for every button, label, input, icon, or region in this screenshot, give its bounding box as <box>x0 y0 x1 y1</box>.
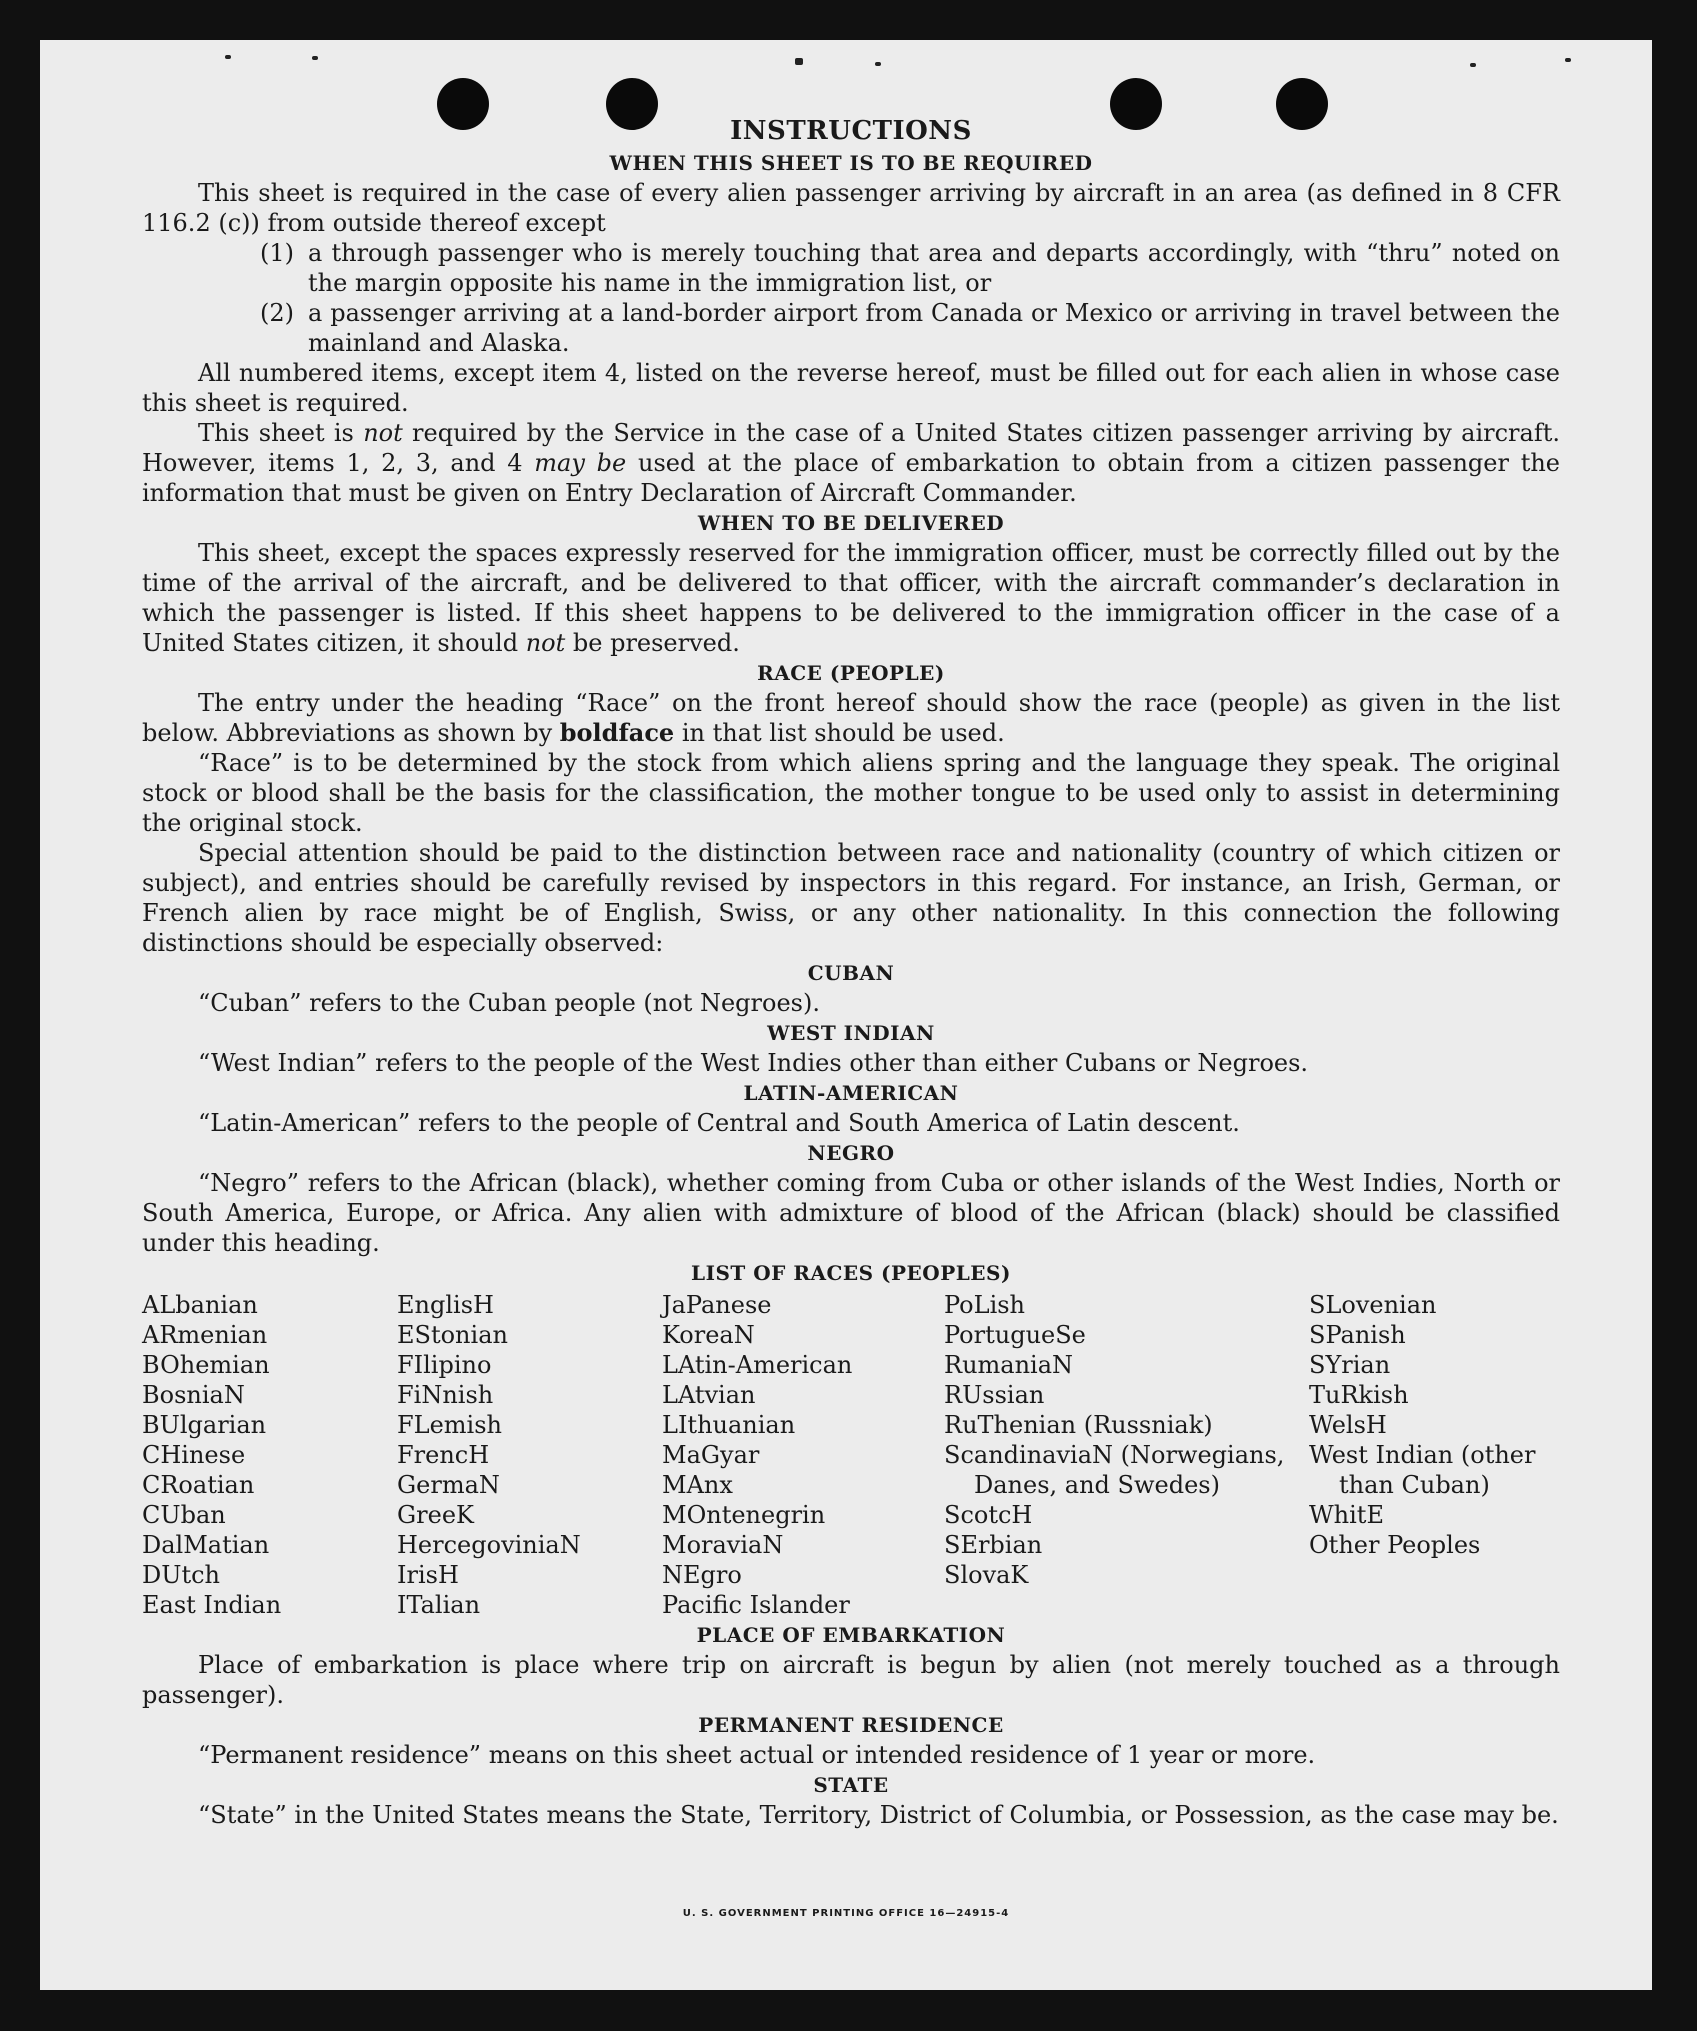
paragraph: “State” in the United States means the State, Territory, District of Columbia, or Possession, as the case may be. <box>198 1801 1559 1829</box>
bold-text: boldface <box>559 718 675 747</box>
speck <box>795 58 803 65</box>
race-entry: MAnx <box>662 1471 733 1499</box>
italic-text: not <box>525 629 566 657</box>
paragraph: “Latin-American” refers to the people of Central and South America of Latin descent. <box>198 1109 1240 1137</box>
race-entry: ALbanian <box>142 1291 258 1319</box>
paragraph <box>142 688 1560 748</box>
text-run: required by the Service in the case of a United States citizen passenger arriving by aircraft. However, items 1, 2, 3, and 4 <box>142 419 1560 477</box>
race-entry: GermaN <box>397 1471 500 1499</box>
race-entry: EnglisH <box>397 1291 494 1319</box>
race-entry: CRoatian <box>142 1471 255 1499</box>
race-entry: MaGyar <box>662 1441 760 1469</box>
race-entry: MOntenegrin <box>662 1501 826 1529</box>
race-entry: Other Peoples <box>1309 1531 1481 1559</box>
paragraph: “Cuban” refers to the Cuban people (not Negroes). <box>198 989 820 1017</box>
race-entry: ScotcH <box>944 1501 1033 1529</box>
paragraph: This sheet is required in the case of every alien passenger arriving by aircraft in an area (as defined in 8 CFR 116.2 (c)) from outside thereof except <box>142 179 1560 237</box>
section-heading: NEGRO <box>807 1141 895 1165</box>
italic-text: may be <box>534 449 627 477</box>
race-entry: ITalian <box>397 1591 481 1619</box>
race-entry: FLemish <box>397 1411 502 1439</box>
race-entry: TuRkish <box>1309 1381 1409 1409</box>
race-entry: RumaniaN <box>944 1351 1074 1379</box>
race-entry: FiNnish <box>397 1381 494 1409</box>
section-heading: WEST INDIAN <box>767 1021 935 1045</box>
section-heading: LATIN-AMERICAN <box>743 1081 959 1105</box>
text-run: used at the place of embarkation to obtain from a citizen passenger the information that must be given on Entry Declaration of Aircraft Commander. <box>142 449 1561 507</box>
section-heading: RACE (PEOPLE) <box>757 661 945 685</box>
race-entry: ScandinaviaN (Norwegians, Danes, and Swedes) <box>944 1441 1285 1499</box>
italic-text: not <box>363 419 403 447</box>
numbered-item <box>142 238 1560 298</box>
paragraph <box>142 538 1560 658</box>
race-entry: West Indian (other than Cuban) <box>1309 1441 1536 1499</box>
race-entry: PortugueSe <box>944 1321 1086 1349</box>
item-number: (2) <box>260 299 294 327</box>
race-column <box>1309 1290 1560 1620</box>
section-heading: LIST OF RACES (PEOPLES) <box>691 1261 1011 1285</box>
race-entry: RUssian <box>944 1381 1045 1409</box>
race-entry: RuThenian (Russniak) <box>944 1411 1213 1439</box>
paragraph: Place of embarkation is place where trip on aircraft is begun by alien (not merely touched as a through passenger). <box>142 1651 1560 1709</box>
paragraph: “Negro” refers to the African (black), whether coming from Cuba or other islands of the West Indies, North or South America, Europe, or Africa. Any alien with admixture of blood of the African (black) should be classified under this heading. <box>142 1169 1560 1257</box>
race-entry: BosniaN <box>142 1381 245 1409</box>
speck <box>1470 63 1476 67</box>
race-entry: GreeK <box>397 1501 474 1529</box>
race-entry: LIthuanian <box>662 1411 796 1439</box>
paragraph: “West Indian” refers to the people of the West Indies other than either Cubans or Negroes. <box>198 1049 1309 1077</box>
race-entry: BUlgarian <box>142 1411 267 1439</box>
paragraph: Special attention should be paid to the distinction between race and nationality (country of which citizen or subject), and entries should be carefully revised by inspectors in this regard. For instance, an Irish, German, or French alien by race might be of English, Swiss, or any other nationality. In this connection the following distinctions should be especially observed: <box>142 839 1560 957</box>
race-entry: LAtin-American <box>662 1351 853 1379</box>
race-entry: WhitE <box>1309 1501 1384 1529</box>
item-text: a passenger arriving at a land-border airport from Canada or Mexico or arriving in travel between the mainland and Alaska. <box>308 299 1560 357</box>
race-entry: CUban <box>142 1501 226 1529</box>
document-sheet <box>40 40 1652 1990</box>
speck <box>1565 58 1571 62</box>
instructions-content <box>142 114 1560 1830</box>
section-heading: PERMANENT RESIDENCE <box>698 1713 1004 1737</box>
race-entry: SPanish <box>1309 1321 1406 1349</box>
race-entry: DalMatian <box>142 1531 270 1559</box>
item-text: a through passenger who is merely touching that area and departs accordingly, with “thru” noted on the margin opposite his name in the immigration list, or <box>308 239 1560 297</box>
race-entry: East Indian <box>142 1591 282 1619</box>
race-entry: Pacific Islander <box>662 1591 850 1619</box>
item-number: (1) <box>260 239 294 267</box>
race-entry: PoLish <box>944 1291 1026 1319</box>
race-column <box>142 1290 397 1620</box>
race-entry: SlovaK <box>944 1561 1029 1589</box>
race-entry: DUtch <box>142 1561 221 1589</box>
race-entry: BOhemian <box>142 1351 270 1379</box>
race-column <box>944 1290 1309 1620</box>
race-entry: FIlipino <box>397 1351 492 1379</box>
race-entry: NEgro <box>662 1561 742 1589</box>
section-heading: PLACE OF EMBARKATION <box>696 1623 1006 1647</box>
race-column <box>662 1290 944 1620</box>
paragraph <box>142 418 1560 508</box>
race-entry: MoraviaN <box>662 1531 784 1559</box>
printer-imprint: U. S. GOVERNMENT PRINTING OFFICE 16—24915-4 <box>682 1908 1010 1919</box>
text-run: be preserved. <box>565 629 740 657</box>
race-entry: EStonian <box>397 1321 508 1349</box>
race-entry: WelsH <box>1309 1411 1387 1439</box>
race-entry: LAtvian <box>662 1381 756 1409</box>
race-column <box>397 1290 662 1620</box>
text-run: This sheet is <box>198 419 364 447</box>
section-heading: STATE <box>813 1773 889 1797</box>
race-entry: CHinese <box>142 1441 246 1469</box>
race-entry: IrisH <box>397 1561 459 1589</box>
text-run: This sheet, except the spaces expressly reserved for the immigration officer, must be correctly filled out by the time of the arrival of the aircraft, and be delivered to that officer, with the aircraft commander’s declaration in which the passenger is listed. If this sheet happens to be delivered to the immigration officer in the case of a United States citizen, it should <box>142 539 1560 657</box>
race-entry: HercegoviniaN <box>397 1531 581 1559</box>
race-entry: ARmenian <box>142 1321 268 1349</box>
page-title: INSTRUCTIONS <box>730 116 972 146</box>
paragraph: “Permanent residence” means on this sheet actual or intended residence of 1 year or more. <box>198 1741 1316 1769</box>
race-list <box>142 1290 1560 1620</box>
section-heading: WHEN TO BE DELIVERED <box>697 511 1005 535</box>
speck <box>225 55 231 59</box>
race-entry: KoreaN <box>662 1321 755 1349</box>
text-run: The entry under the heading “Race” on the front hereof should show the race (people) as given in the list below. Abbreviations as shown by <box>142 689 1560 747</box>
paragraph: All numbered items, except item 4, listed on the reverse hereof, must be filled out for each alien in whose case this sheet is required. <box>142 359 1560 417</box>
race-entry: SLovenian <box>1309 1291 1437 1319</box>
race-entry: JaPanese <box>662 1291 772 1319</box>
race-entry: SYrian <box>1309 1351 1391 1379</box>
section-heading: WHEN THIS SHEET IS TO BE REQUIRED <box>609 151 1093 175</box>
paragraph: “Race” is to be determined by the stock from which aliens spring and the language they speak. The original stock or blood shall be the basis for the classification, the mother tongue to be used only to assist in determining the original stock. <box>142 749 1560 837</box>
race-entry: SErbian <box>944 1531 1043 1559</box>
speck <box>875 62 881 66</box>
numbered-item <box>142 298 1560 358</box>
text-run: in that list should be used. <box>674 719 1005 747</box>
race-entry: FrencH <box>397 1441 490 1469</box>
section-heading: CUBAN <box>807 961 895 985</box>
speck <box>312 56 318 60</box>
